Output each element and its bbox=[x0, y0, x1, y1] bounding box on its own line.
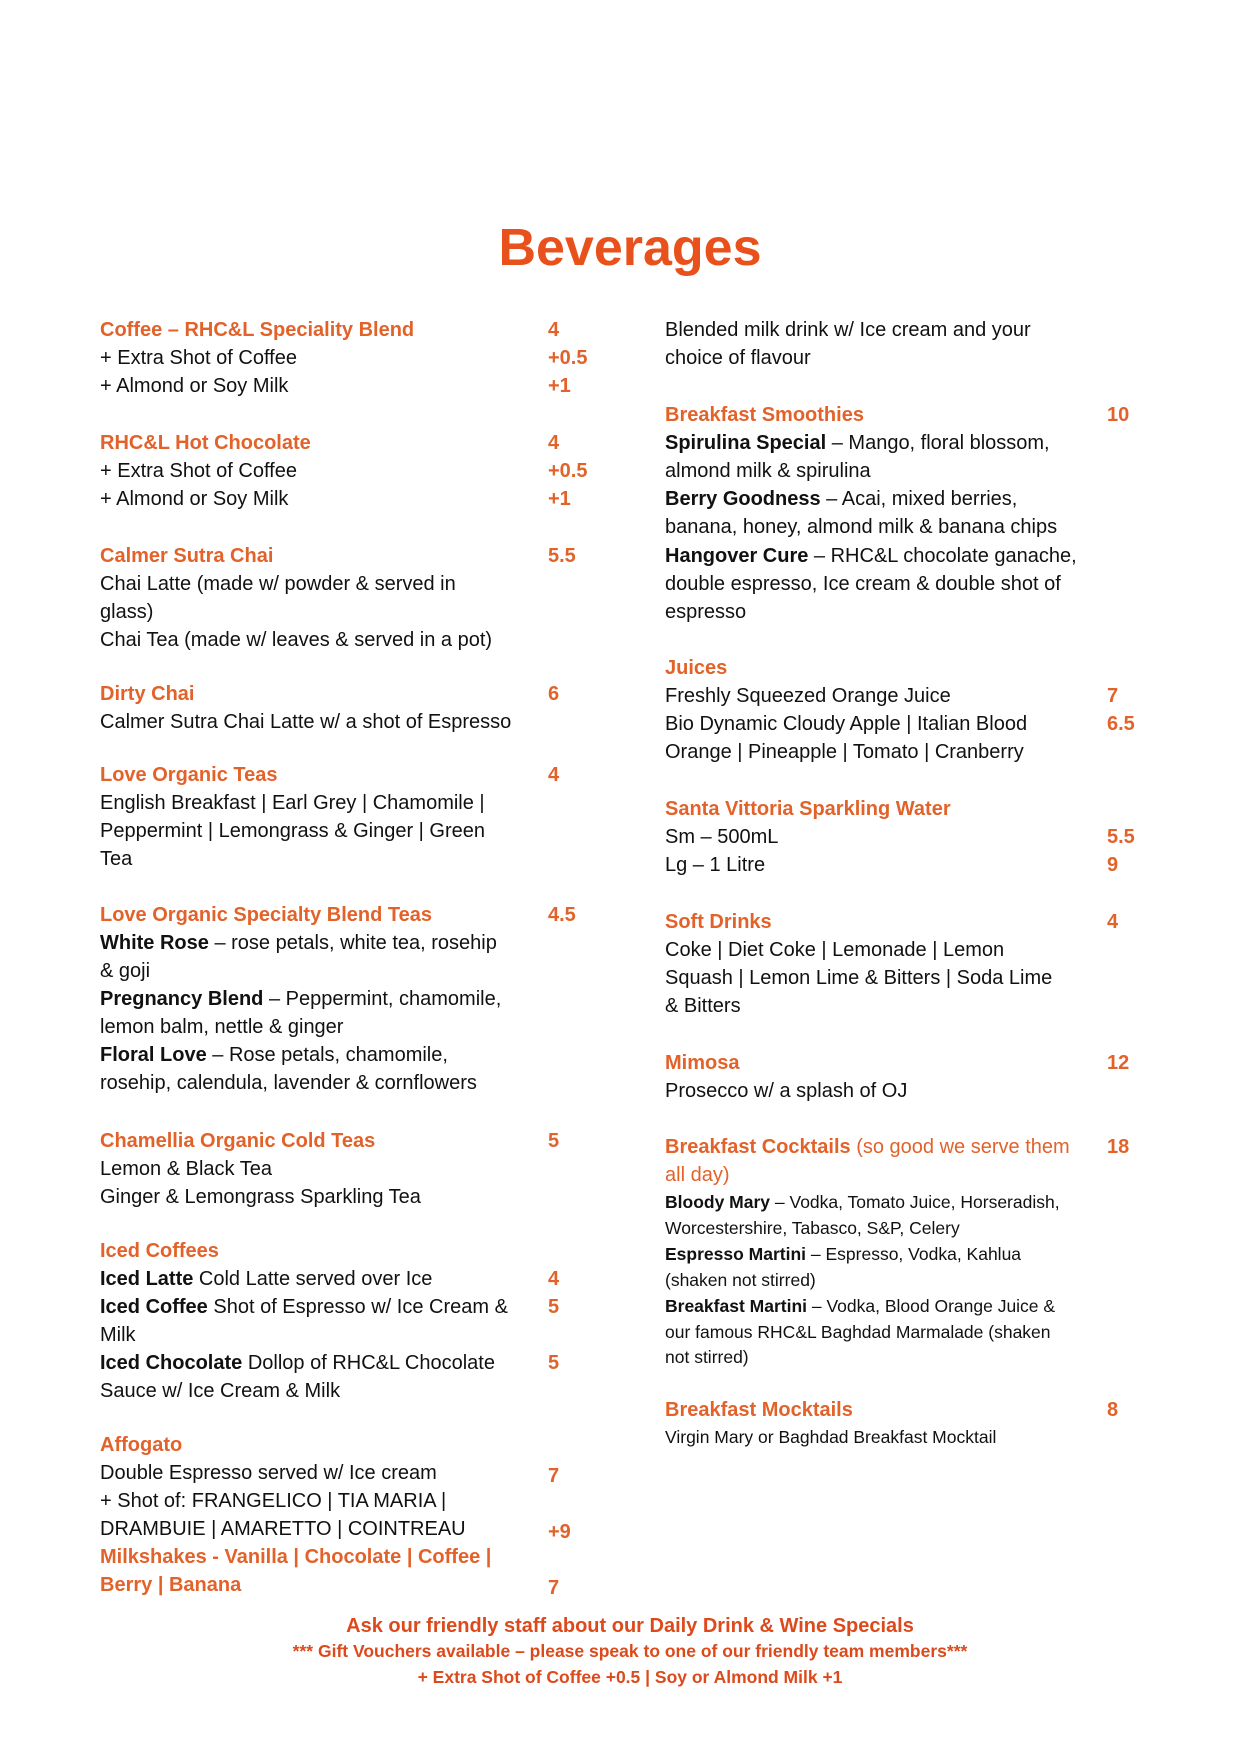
item-desc: Coke | Diet Coke | Lemonade | Lemon bbox=[665, 939, 1005, 961]
addon-liqueur-cont: DRAMBUIE | AMARETTO | COINTREAU bbox=[100, 1518, 466, 1540]
footer-specials: Ask our friendly staff about our Daily Drink & Wine Specials bbox=[346, 1615, 914, 1637]
milkshake-desc: Blended milk drink w/ Ice cream and your bbox=[665, 319, 1031, 341]
addon-extra-shot: + Extra Shot of Coffee bbox=[100, 347, 297, 369]
sub-item-desc: – Peppermint, chamomile, bbox=[263, 988, 502, 1010]
item-desc: Double Espresso served w/ Ice cream bbox=[100, 1462, 437, 1484]
sub-item-desc: – rose petals, white tea, rosehip bbox=[208, 932, 497, 954]
item-cold-teas-price: 5 bbox=[548, 1130, 560, 1152]
sub-item-price: 4 bbox=[548, 1268, 560, 1290]
milkshake-desc-cont: choice of flavour bbox=[665, 347, 811, 369]
sub-item bbox=[665, 1293, 1055, 1319]
sub-item-price: 5 bbox=[548, 1296, 560, 1318]
sub-item-desc: – Acai, mixed berries, bbox=[820, 488, 1018, 510]
sub-item-desc-cont: almond milk & spirulina bbox=[665, 460, 871, 482]
item-love-organic-price: 4 bbox=[548, 764, 560, 786]
item-desc: Lemon & Black Tea bbox=[100, 1158, 272, 1180]
sub-item bbox=[665, 1189, 1060, 1215]
water-size-price: 9 bbox=[1107, 854, 1119, 876]
item-desc: English Breakfast | Earl Grey | Chamomile | bbox=[100, 792, 485, 814]
sub-item-name: Hangover Cure bbox=[665, 545, 809, 567]
item-desc: & Bitters bbox=[665, 995, 741, 1017]
item-dirty-chai-name: Dirty Chai bbox=[100, 683, 195, 705]
sub-item-name: Pregnancy Blend bbox=[100, 988, 264, 1010]
sub-item-desc-cont: & goji bbox=[100, 960, 151, 982]
page-title: Beverages bbox=[498, 219, 762, 277]
sub-item-name: Bloody Mary bbox=[665, 1192, 771, 1212]
addon-milk-price: +1 bbox=[548, 375, 571, 397]
item-desc: Ginger & Lemongrass Sparkling Tea bbox=[100, 1186, 421, 1208]
sub-item-name: Berry Goodness bbox=[665, 488, 821, 510]
addon-milk-price: +1 bbox=[548, 488, 571, 510]
sub-item-name: White Rose bbox=[100, 932, 209, 954]
sub-item-desc-cont: not stirred) bbox=[665, 1347, 749, 1367]
section-juices: Juices bbox=[665, 657, 728, 679]
sub-item-desc-cont: Milk bbox=[100, 1324, 136, 1346]
water-size: Lg – 1 Litre bbox=[665, 854, 766, 876]
sub-item-name: Iced Chocolate bbox=[100, 1352, 243, 1374]
juice-item-price: 7 bbox=[1107, 685, 1119, 707]
sub-item-desc: Dollop of RHC&L Chocolate bbox=[242, 1352, 495, 1374]
sub-item-name: Iced Coffee bbox=[100, 1296, 208, 1318]
sub-item bbox=[665, 1241, 1021, 1267]
sub-item-desc: – Mango, floral blossom, bbox=[826, 432, 1050, 454]
addon-milk: + Almond or Soy Milk bbox=[100, 375, 289, 397]
addon-extra-shot-price: +0.5 bbox=[548, 347, 588, 369]
item-desc: Tea bbox=[100, 848, 133, 870]
sub-item-desc-cont: banana, honey, almond milk & banana chips bbox=[665, 516, 1058, 538]
item-mocktails-name: Breakfast Mocktails bbox=[665, 1399, 853, 1421]
sub-item-desc-cont: espresso bbox=[665, 601, 747, 623]
juice-item-cont: Orange | Pineapple | Tomato | Cranberry bbox=[665, 741, 1024, 763]
sub-item-desc-cont: (shaken not stirred) bbox=[665, 1270, 816, 1290]
sub-item-name: Floral Love bbox=[100, 1044, 207, 1066]
item-desc: Peppermint | Lemongrass & Ginger | Green bbox=[100, 820, 486, 842]
sub-item bbox=[100, 1350, 495, 1376]
sub-item-desc-cont: our famous RHC&L Baghdad Marmalade (shaken bbox=[665, 1322, 1051, 1342]
item-dirty-chai-price: 6 bbox=[548, 683, 560, 705]
sub-item-desc-cont: Worcestershire, Tabasco, S&P, Celery bbox=[665, 1218, 960, 1238]
section-iced-coffees: Iced Coffees bbox=[100, 1240, 219, 1262]
water-size-price: 5.5 bbox=[1107, 826, 1135, 848]
item-cocktails-note-cont: all day) bbox=[665, 1164, 730, 1186]
item-milkshakes-name: Milkshakes - Vanilla | Chocolate | Coffee | bbox=[100, 1546, 492, 1568]
sub-item bbox=[665, 543, 1077, 569]
sub-item bbox=[100, 930, 497, 956]
item-hot-chocolate-price: 4 bbox=[548, 432, 560, 454]
item-desc: Prosecco w/ a splash of OJ bbox=[665, 1080, 908, 1102]
sub-item-desc: – Espresso, Vodka, Kahlua bbox=[806, 1244, 1022, 1264]
sub-item-desc-cont: Sauce w/ Ice Cream & Milk bbox=[100, 1380, 341, 1402]
sub-item-desc: Shot of Espresso w/ Ice Cream & bbox=[207, 1296, 508, 1318]
sub-item-name: Breakfast Martini bbox=[665, 1296, 807, 1316]
juice-item: Freshly Squeezed Orange Juice bbox=[665, 685, 951, 707]
item-calmer-chai-name: Calmer Sutra Chai bbox=[100, 545, 274, 567]
item-cocktails-note: (so good we serve them bbox=[850, 1136, 1070, 1158]
item-desc: Virgin Mary or Baghdad Breakfast Mocktail bbox=[665, 1427, 997, 1447]
item-cold-teas-name: Chamellia Organic Cold Teas bbox=[100, 1130, 376, 1152]
addon-liqueur-price: +9 bbox=[548, 1521, 571, 1543]
item-soft-drinks-price: 4 bbox=[1107, 911, 1119, 933]
sub-item-desc: – Vodka, Blood Orange Juice & bbox=[807, 1296, 1056, 1316]
sub-item bbox=[100, 1042, 448, 1068]
item-love-organic-name: Love Organic Teas bbox=[100, 764, 278, 786]
sub-item-desc-cont: double espresso, Ice cream & double shot of bbox=[665, 573, 1061, 595]
sub-item bbox=[100, 1294, 508, 1320]
sub-item bbox=[665, 486, 1017, 512]
item-specialty-blend-price: 4.5 bbox=[548, 904, 576, 926]
item-mimosa-price: 12 bbox=[1107, 1052, 1130, 1074]
item-cocktails-header bbox=[665, 1134, 1070, 1160]
item-desc: Chai Tea (made w/ leaves & served in a pot) bbox=[100, 629, 493, 651]
item-affogato-price: 7 bbox=[548, 1465, 560, 1487]
item-milkshakes-name-cont: Berry | Banana bbox=[100, 1574, 242, 1596]
item-smoothies-name: Breakfast Smoothies bbox=[665, 404, 864, 426]
sub-item-name: Iced Latte bbox=[100, 1268, 194, 1290]
sub-item-desc: – Vodka, Tomato Juice, Horseradish, bbox=[770, 1192, 1060, 1212]
item-coffee-price: 4 bbox=[548, 319, 560, 341]
item-desc: Chai Latte (made w/ powder & served in bbox=[100, 573, 456, 595]
item-cocktails-price: 18 bbox=[1107, 1136, 1130, 1158]
sub-item bbox=[665, 430, 1050, 456]
item-affogato-name: Affogato bbox=[100, 1434, 183, 1456]
item-desc: Calmer Sutra Chai Latte w/ a shot of Espresso bbox=[100, 711, 512, 733]
item-milkshakes-price: 7 bbox=[548, 1577, 560, 1599]
sub-item-name: Espresso Martini bbox=[665, 1244, 807, 1264]
addon-extra-shot: + Extra Shot of Coffee bbox=[100, 460, 297, 482]
item-cocktails-name: Breakfast Cocktails bbox=[665, 1136, 851, 1158]
sub-item bbox=[100, 986, 501, 1012]
section-sparkling-water: Santa Vittoria Sparkling Water bbox=[665, 798, 951, 820]
footer-extras: + Extra Shot of Coffee +0.5 | Soy or Almond Milk +1 bbox=[417, 1667, 843, 1687]
item-mocktails-price: 8 bbox=[1107, 1399, 1119, 1421]
juice-item: Bio Dynamic Cloudy Apple | Italian Blood bbox=[665, 713, 1028, 735]
item-mimosa-name: Mimosa bbox=[665, 1052, 740, 1074]
sub-item-name: Spirulina Special bbox=[665, 432, 827, 454]
sub-item-price: 5 bbox=[548, 1352, 560, 1374]
item-desc: glass) bbox=[100, 601, 154, 623]
addon-liqueur: + Shot of: FRANGELICO | TIA MARIA | bbox=[100, 1490, 447, 1512]
sub-item-desc: – RHC&L chocolate ganache, bbox=[808, 545, 1077, 567]
item-soft-drinks-name: Soft Drinks bbox=[665, 911, 772, 933]
item-smoothies-price: 10 bbox=[1107, 404, 1130, 426]
water-size: Sm – 500mL bbox=[665, 826, 779, 848]
sub-item-desc: Cold Latte served over Ice bbox=[193, 1268, 433, 1290]
sub-item-desc-cont: lemon balm, nettle & ginger bbox=[100, 1016, 344, 1038]
item-calmer-chai-price: 5.5 bbox=[548, 545, 576, 567]
footer-gift-vouchers: *** Gift Vouchers available – please speak to one of our friendly team members*** bbox=[292, 1641, 968, 1661]
item-coffee-name: Coffee – RHC&L Speciality Blend bbox=[100, 319, 415, 341]
sub-item-desc-cont: rosehip, calendula, lavender & cornflowers bbox=[100, 1072, 477, 1094]
item-specialty-blend-name: Love Organic Specialty Blend Teas bbox=[100, 904, 432, 926]
sub-item bbox=[100, 1266, 432, 1292]
juice-item-price: 6.5 bbox=[1107, 713, 1135, 735]
item-desc: Squash | Lemon Lime & Bitters | Soda Lime bbox=[665, 967, 1053, 989]
addon-extra-shot-price: +0.5 bbox=[548, 460, 588, 482]
addon-milk: + Almond or Soy Milk bbox=[100, 488, 289, 510]
item-hot-chocolate-name: RHC&L Hot Chocolate bbox=[100, 432, 311, 454]
sub-item-desc: – Rose petals, chamomile, bbox=[206, 1044, 448, 1066]
